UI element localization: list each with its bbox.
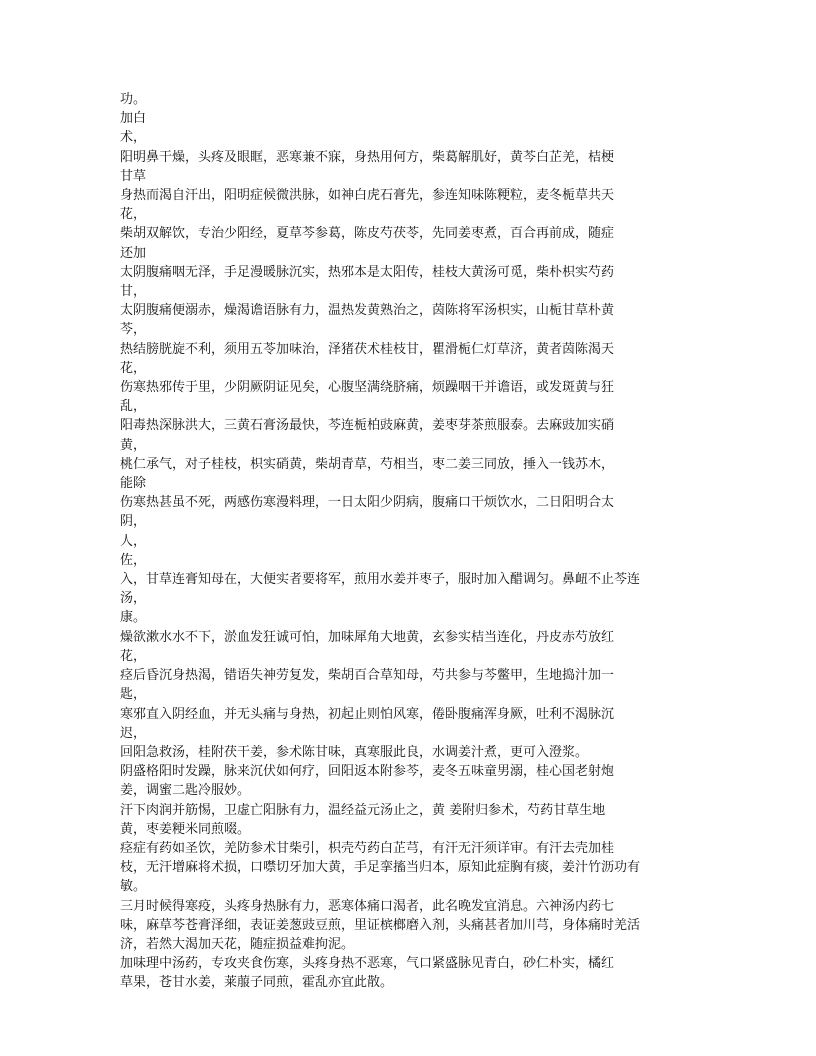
text-line: 阳明鼻干燥，头疼及眼眶，恶寒兼不寐，身热用何方，柴葛解肌好，黄芩白芷羌，桔梗 [120,149,615,165]
text-line: 敏。 [120,879,147,895]
text-line: 汤， [120,591,147,607]
text-line: 黄，枣姜粳米同煎啜。 [120,821,251,837]
document-page [120,90,695,993]
text-line: 燥欲漱水水不下，淤血发狂诚可怕，加味犀角大地黄，玄参实桔当连化，丹皮赤芍放红 [120,629,615,645]
text-line: 功。 [120,92,147,107]
text-line: 伤寒热邪传于里，少阴厥阴证见矣，心腹坚满绕脐痛，烦躁咽干并谵语，或发斑黄与狂 [120,380,615,396]
text-line: 柴胡双解饮，专治少阳经，夏草芩参葛，陈皮芍茯苓，先同姜枣煮，百合再前成，随症 [120,226,615,242]
text-line: 迟， [120,725,147,741]
text-line: 入，甘草连膏知母在，大便实者要将军，煎用水姜并枣子，服时加入醋调匀。鼻衄不止芩连 [120,572,641,588]
text-line: 草果，苍甘水姜，莱菔子同煎，霍乱亦宜此散。 [120,975,394,991]
text-line: 太阴腹痛咽无泽，手足漫暖脉沉实，热邪本是太阳传，桂枝大黄汤可觅，柴朴枳实芍药 [120,264,615,280]
text-line: 枝，无汗增麻将术损，口噤切牙加大黄，手足挛搐当归本，原知此症胸有痰，姜汁竹沥功有 [120,860,641,876]
text-line: 伤寒热甚虽不死，两感伤寒漫料理，一日太阳少阴病，腹痛口干烦饮水，二日阳明合太 [120,495,615,511]
text-line: 寒邪直入阴经血，并无头痛与身热，初起止则怕风寒，倦卧腹痛浑身厥，吐利不渴脉沉 [120,706,615,722]
text-line: 太阴腹痛便溺赤，燥渴谵语脉有力，温热发黄熟治之，茵陈将军汤枳实，山栀甘草朴黄 [120,303,615,319]
text-line: 三月时候得寒疫，头疼身热脉有力，恶寒体痛口渴者，此名晚发宜消息。六神汤内药七 [120,898,615,914]
text-line: 花， [120,207,147,223]
text-line: 甘草 [120,168,147,184]
text-line: 回阳急救汤，桂附茯干姜，参术陈甘味，真寒服此良，水调姜汁煮，更可入澄浆。 [120,744,589,760]
text-line: 阴盛格阳时发躁，脉来沉伏如何疗，回阳返本附参芩，麦冬五味童男溺，桂心国老射炮 [120,764,615,780]
text-line: 黄， [120,437,147,453]
text-line: 阳毒热深脉洪大，三黄石膏汤最快，芩连栀柏豉麻黄，姜枣芽茶煎服泰。去麻豉加实硝 [120,418,615,434]
text-line: 佐， [120,552,147,568]
text-line: 姜，调蜜二匙冷服妙。 [120,783,251,799]
text-line: 还加 [120,245,147,261]
text-line: 康。 [120,610,147,626]
text-line: 匙， [120,687,147,703]
text-line: 热结膀胱旋不利，须用五苓加味治，泽猪茯术桂枝甘，瞿滑栀仁灯草济，黄者茵陈渴天 [120,341,615,357]
text-line: 乱， [120,399,147,415]
text-line: 痉后昏沉身热渴，错语失神劳复发，柴胡百合草知母，芍共参与芩鳖甲，生地捣汁加一 [120,668,615,684]
text-line: 人， [120,533,147,549]
text-line: 阴， [120,514,147,530]
text-line: 汗下肉润并筋惕，卫虚亡阳脉有力，温经益元汤止之，黄 姜附归参术，芍药甘草生地 [120,802,606,818]
text-line: 芩， [120,322,147,338]
text-line: 味，麻草芩苍膏泽细，表证姜葱豉豆煎，里证槟榔磨入剂，头痛甚者加川芎，身体痛时羌活 [120,917,641,933]
text-line: 济，若然大渴加天花，随症损益难拘泥。 [120,936,355,952]
text-line: 术， [120,130,147,146]
text-line: 甘， [120,284,147,300]
text-line: 花， [120,360,147,376]
text-line: 能除 [120,476,147,492]
text-line: 身热而渴自汗出，阳明症候微洪脉，如神白虎石膏先，参连知味陈粳粒，麦冬栀草共天 [120,188,615,204]
text-line: 花， [120,648,147,664]
text-line: 加白 [120,111,147,127]
text-line: 加味理中汤药，专攻夹食伤寒，头疼身热不恶寒，气口紧盛脉见青白，砂仁朴实，橘红 [120,956,615,972]
text-line: 桃仁承气，对子桂枝，枳实硝黄，柴胡青草，芍相当，枣二姜三同放，捶入一钱苏木， [120,456,615,472]
text-line: 痉症有药如圣饮，羌防参术甘柴引，枳壳芍药白芷芎，有汗无汗须详审。有汗去壳加桂 [120,840,615,856]
